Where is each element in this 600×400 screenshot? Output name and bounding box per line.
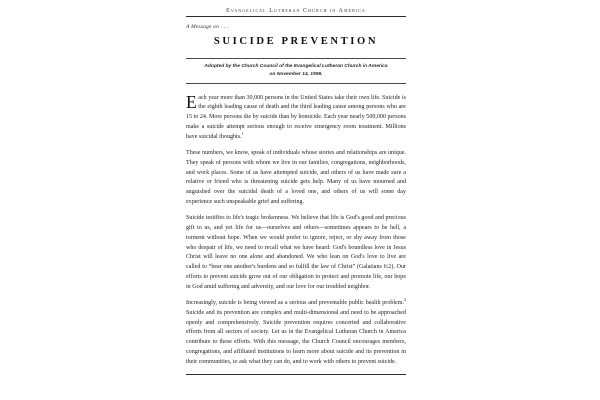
paragraph-3 xyxy=(186,214,406,292)
page-title: SUICIDE PREVENTION xyxy=(213,35,379,47)
paragraph-4 xyxy=(186,299,406,367)
paragraph-3-text: Suicide testifies to life's tragic brokenness. We believe that life is God's good and precious gift to us, and yet life for us—ourselves and others—sometimes appears to be hell, a torment without hope. When we would prefer to ignore, reject, or shy away from those who despair of life, we need to recall what we have heard: God's boundless love in Jesus Christ will leave no one alone and abandoned. We who lean on God's love to live are called to “bear one another's burdens and so fulfill the law of Christ” (Galatians 6:2). Our efforts to prevent suicide grow out of our obligation to protect and promote life, our hope in God amid suffering and adversity, and our love for our troubled neighbor. xyxy=(186,215,406,290)
body-copy xyxy=(186,91,406,368)
adopted-line-1: Adopted by the Church Council of the Evangelical Lutheran Church in America xyxy=(204,64,388,69)
footnote-marker-2: 2 xyxy=(403,297,406,303)
paragraph-2 xyxy=(186,149,406,208)
adopted-line-2: on November 14, 1999. xyxy=(269,71,323,77)
paragraph-1 xyxy=(186,91,406,143)
paragraph-1-text: Each year more than 30,000 persons in the United States take their own life. Suicide is the eighth leading cause of death and the third leading cause among persons who are 15 to 24. More persons die by suicide than by homicide. Each year nearly 500,000 persons make a suicide attempt serious enough to receive emergency room treatment. Millions have suicidal thoughts. xyxy=(186,91,406,140)
paragraph-4-text-after-footnote: Suicide and its prevention are complex and multi-dimensional and need to be approached openly and comprehensively. Suicide prevention requires concerted and collaborative efforts from all sectors of society. Let us in the Evangelical Lutheran Church in America contribute to these efforts. With this message, the Church Council encourages members, congregations, and affiliated institutions to learn more about suicide and its prevention in their communities, to ask what they can do, and to work with others to prevent suicide. xyxy=(186,309,406,365)
page-content xyxy=(186,8,406,375)
adopted-statement-block xyxy=(186,58,406,84)
paragraph-4-text-before-footnote: Increasingly, suicide is being viewed as a serious and preventable public health problem. xyxy=(186,300,404,307)
bottom-divider xyxy=(186,374,406,375)
running-head: Evangelical Lutheran Church in America xyxy=(186,8,406,17)
kicker-text: A Message on . . . xyxy=(186,23,229,30)
paragraph-2-text: These numbers, we know, speak of individuals whose stories and relationships are unique. They speak of persons with whom we live in our families, congregations, neighborhoods, and work places. Some of us have attempted suicide, and others of us have made sure a relative or friend who is threatening suicide gets help. Many of us have mourned and anguished over the suicidal death of a loved one, and others of us will some day experience such unspeakable grief and suffering. xyxy=(186,150,406,205)
footnote-marker-1: 1 xyxy=(241,130,244,136)
